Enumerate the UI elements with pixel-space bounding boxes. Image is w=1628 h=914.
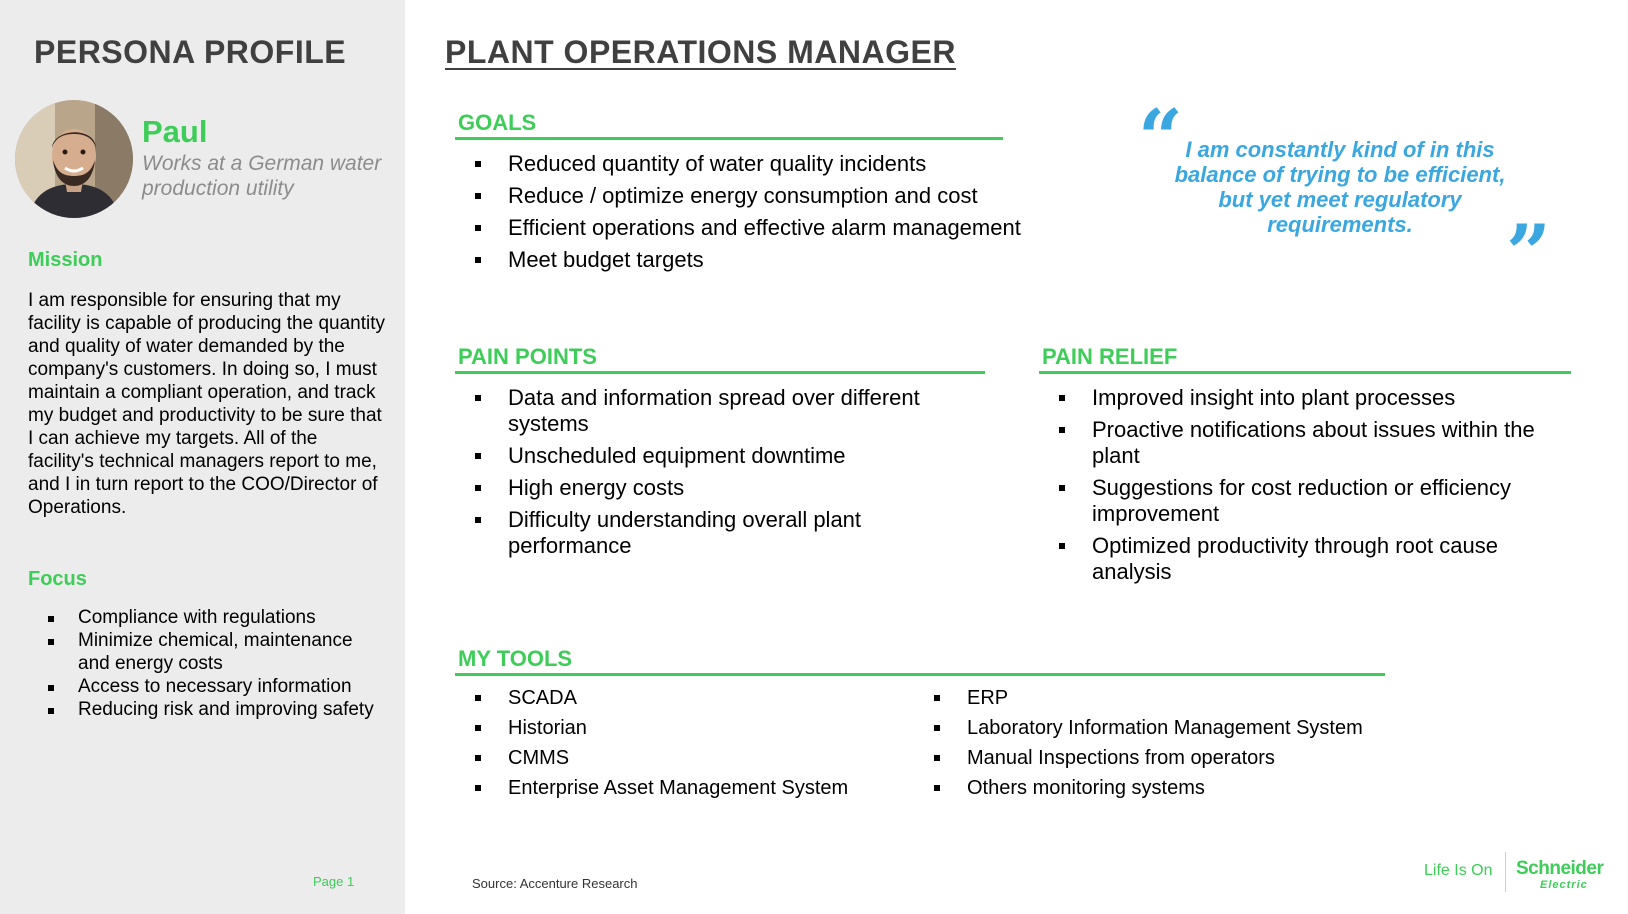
list-item: SCADA xyxy=(455,686,895,710)
persona-sidebar xyxy=(0,0,405,914)
square-bullet-icon xyxy=(934,785,940,791)
square-bullet-icon xyxy=(1059,427,1065,433)
tools-list-left xyxy=(455,686,895,806)
mission-text: I am responsible for ensuring that my facility is capable of producing the quantity and quality of water demanded by the company's customers. In doing so, I must maintain a compliant operation, and track my budget and productivity to be sure that I can achieve my targets. All of the facility's technical managers report to me, and I in turn report to the COO/Director of Operations. xyxy=(28,290,385,518)
square-bullet-icon xyxy=(1059,395,1065,401)
close-quote-icon: ” xyxy=(1506,208,1551,299)
list-item: Reducing risk and improving safety xyxy=(28,698,388,721)
list-item: Unscheduled equipment downtime xyxy=(455,443,975,469)
open-quote-icon: “ xyxy=(1138,93,1183,184)
list-item: Historian xyxy=(455,716,895,740)
list-item: Minimize chemical, maintenance and energy costs xyxy=(28,629,388,675)
list-item: Suggestions for cost reduction or efficiency improvement xyxy=(1039,475,1579,527)
square-bullet-icon xyxy=(48,708,54,714)
square-bullet-icon xyxy=(1059,543,1065,549)
square-bullet-icon xyxy=(1059,485,1065,491)
list-item: CMMS xyxy=(455,746,895,770)
list-item: Difficulty understanding overall plant performance xyxy=(455,507,975,559)
square-bullet-icon xyxy=(934,695,940,701)
square-bullet-icon xyxy=(934,755,940,761)
list-item: Optimized productivity through root cause analysis xyxy=(1039,533,1579,585)
square-bullet-icon xyxy=(475,485,481,491)
persona-quote: I am constantly kind of in this balance of trying to be efficient, but yet meet regulatory requirements. xyxy=(1174,137,1506,237)
square-bullet-icon xyxy=(475,257,481,263)
square-bullet-icon xyxy=(48,639,54,645)
list-item: Access to necessary information xyxy=(28,675,388,698)
square-bullet-icon xyxy=(475,225,481,231)
list-item: Enterprise Asset Management System xyxy=(455,776,895,800)
page-number: Page 1 xyxy=(313,874,355,889)
persona-role: Works at a German water production utility xyxy=(142,152,382,200)
goals-heading: GOALS xyxy=(455,110,1003,140)
source-note: Source: Accenture Research xyxy=(472,876,638,891)
person-photo-icon xyxy=(15,100,133,218)
square-bullet-icon xyxy=(475,725,481,731)
tools-list-right xyxy=(914,686,1394,806)
square-bullet-icon xyxy=(475,695,481,701)
schneider-logo: Schneider xyxy=(1516,858,1604,879)
list-item: Reduced quantity of water quality incidents xyxy=(455,151,1055,177)
persona-name: Paul xyxy=(142,114,208,149)
avatar xyxy=(15,100,133,218)
list-item: Manual Inspections from operators xyxy=(914,746,1394,770)
list-item: Efficient operations and effective alarm management xyxy=(455,215,1055,241)
list-item: Data and information spread over different systems xyxy=(455,385,975,437)
pain-relief-list xyxy=(1039,385,1579,591)
pain-points-heading: PAIN POINTS xyxy=(455,344,985,374)
square-bullet-icon xyxy=(48,616,54,622)
persona-profile-title: PERSONA PROFILE xyxy=(34,34,347,70)
pain-points-list xyxy=(455,385,975,565)
list-item: Proactive notifications about issues within the plant xyxy=(1039,417,1579,469)
square-bullet-icon xyxy=(475,395,481,401)
schneider-logo-sub: Electric xyxy=(1540,879,1588,891)
goals-list xyxy=(455,151,1055,279)
list-item: Meet budget targets xyxy=(455,247,1055,273)
list-item: High energy costs xyxy=(455,475,975,501)
square-bullet-icon xyxy=(475,161,481,167)
page-title: PLANT OPERATIONS MANAGER xyxy=(445,34,956,70)
list-item: Reduce / optimize energy consumption and cost xyxy=(455,183,1055,209)
square-bullet-icon xyxy=(475,193,481,199)
list-item: ERP xyxy=(914,686,1394,710)
square-bullet-icon xyxy=(475,517,481,523)
my-tools-heading: MY TOOLS xyxy=(455,646,1385,676)
square-bullet-icon xyxy=(934,725,940,731)
focus-heading: Focus xyxy=(28,568,87,590)
square-bullet-icon xyxy=(475,785,481,791)
square-bullet-icon xyxy=(48,685,54,691)
pain-relief-heading: PAIN RELIEF xyxy=(1039,344,1571,374)
list-item: Others monitoring systems xyxy=(914,776,1394,800)
focus-list xyxy=(28,606,388,721)
list-item: Laboratory Information Management System xyxy=(914,716,1394,740)
logo-divider xyxy=(1505,852,1506,892)
mission-heading: Mission xyxy=(28,249,103,271)
list-item: Improved insight into plant processes xyxy=(1039,385,1579,411)
square-bullet-icon xyxy=(475,755,481,761)
list-item: Compliance with regulations xyxy=(28,606,388,629)
square-bullet-icon xyxy=(475,453,481,459)
life-is-on-tagline: Life Is On xyxy=(1424,862,1493,879)
